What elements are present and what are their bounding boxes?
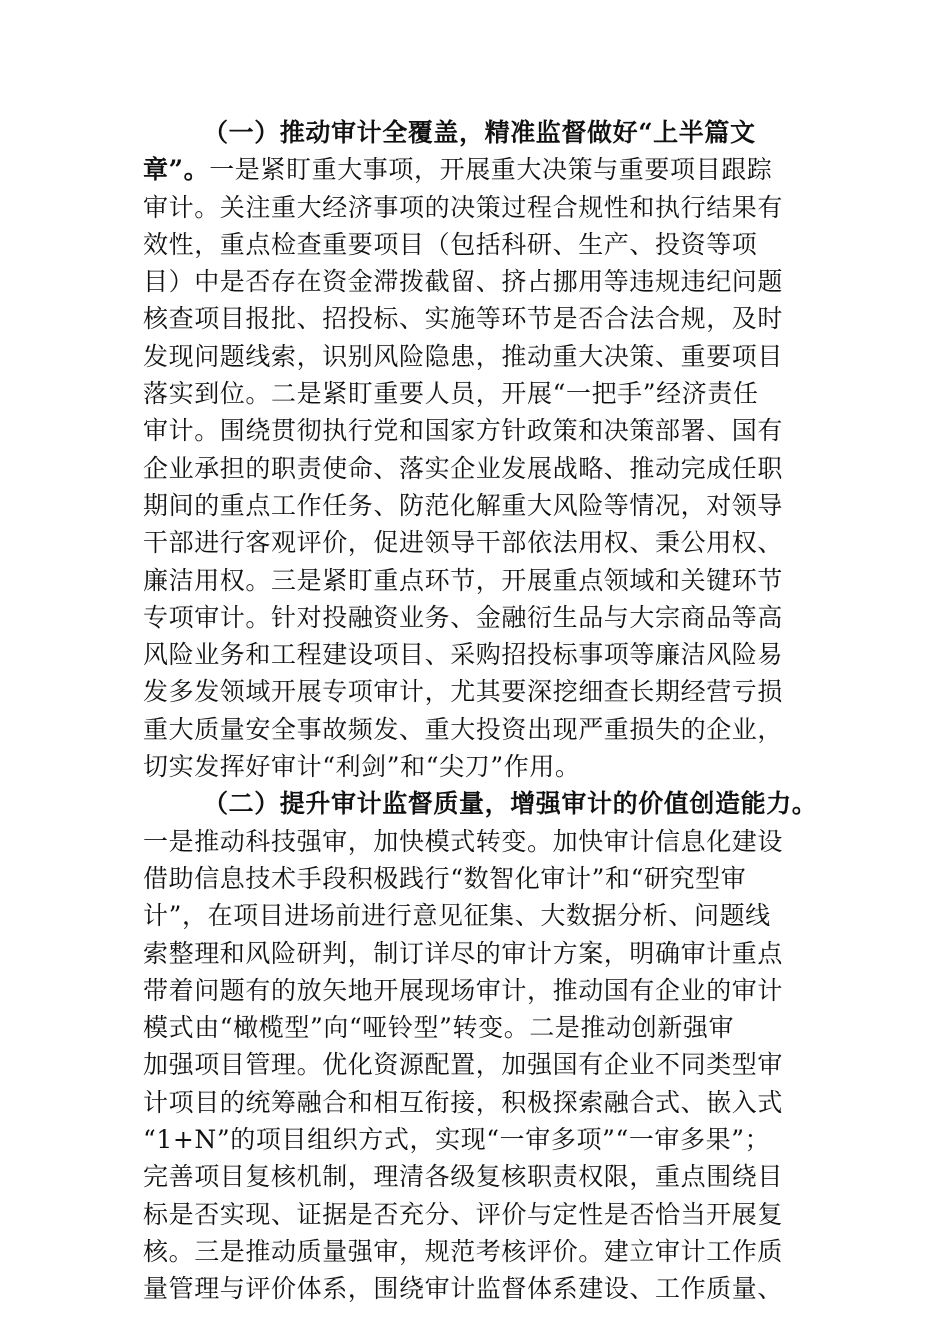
paragraph-2-line: “1+N”的项目组织方式，实现“一审多项”“一审多果”； <box>143 1125 771 1155</box>
section-heading-1: （一）推动审计全覆盖，精准监督做好“上半篇文 <box>203 118 756 147</box>
paragraph-1-line: 发多发领域开展专项审计，尤其要深挖细查长期经营亏损 <box>143 677 784 707</box>
paragraph-2-line: 索整理和风险研判，制订详尽的审计方案，明确审计重点 <box>143 938 784 968</box>
paragraph-1-line: 重大质量安全事故频发、重大投资出现严重损失的企业， <box>143 714 784 744</box>
paragraph-1-text: 一是紧盯重大事项，开展重大决策与重要项目跟踪 <box>209 155 773 185</box>
paragraph-2-line: 借助信息技术手段积极践行“数智化审计”和“研究型审 <box>143 863 747 893</box>
paragraph-2-line: 一是推动科技强审，加快模式转变。加快审计信息化建设 <box>143 826 784 856</box>
paragraph-1-line: 核查项目报批、招投标、实施等环节是否合法合规，及时 <box>143 304 784 334</box>
paragraph-1-line: 风险业务和工程建设项目、采购招投标事项等廉洁风险易 <box>143 640 784 670</box>
paragraph-1-line: 发现问题线索，识别风险隐患，推动重大决策、重要项目 <box>143 341 784 371</box>
paragraph-1-line: 廉洁用权。三是紧盯重点环节，开展重点领域和关键环节 <box>143 565 784 595</box>
paragraph-2-line: 模式由“橄榄型”向“哑铃型”转变。二是推动创新强审 <box>143 1013 735 1043</box>
paragraph-1-line: 专项审计。针对投融资业务、金融衍生品与大宗商品等高 <box>143 602 784 632</box>
paragraph-1-line: 审计。关注重大经济事项的决策过程合规性和执行结果有 <box>143 192 784 222</box>
paragraph-2-line: 量管理与评价体系，围绕审计监督体系建设、工作质量、 <box>143 1274 784 1304</box>
paragraph-2-line: 完善项目复核机制，理清各级复核职责权限，重点围绕目 <box>143 1162 784 1192</box>
section-heading-2: （二）提升审计监督质量，增强审计的价值创造能力。 <box>203 789 818 819</box>
paragraph-1-line: 审计。围绕贯彻执行党和国家方针政策和决策部署、国有 <box>143 416 784 446</box>
paragraph-1-line: 目）中是否存在资金滞拨截留、挤占挪用等违规违纪问题 <box>143 267 784 297</box>
paragraph-1-line: 企业承担的职责使命、落实企业发展战略、推动完成任职 <box>143 453 784 483</box>
paragraph-1-line: 效性，重点检查重要项目（包括科研、生产、投资等项 <box>143 229 758 259</box>
section-heading-1-cont: 章”。 <box>143 155 210 185</box>
document-body <box>143 114 818 1308</box>
paragraph-1-line: 落实到位。二是紧盯重要人员，开展“一把手”经济责任 <box>143 379 759 409</box>
paragraph-2-line: 带着问题有的放矢地开展现场审计，推动国有企业的审计 <box>143 975 784 1005</box>
paragraph-1-line: 期间的重点工作任务、防范化解重大风险等情况，对领导 <box>143 490 784 520</box>
paragraph-1-line: 切实发挥好审计“利剑”和“尖刀”作用。 <box>143 752 581 782</box>
paragraph-2-line: 加强项目管理。优化资源配置，加强国有企业不同类型审 <box>143 1050 784 1080</box>
paragraph-1-line-1 <box>143 151 813 188</box>
paragraph-1-line: 干部进行客观评价，促进领导干部依法用权、秉公用权、 <box>143 528 784 558</box>
paragraph-2-line: 计”，在项目进场前进行意见征集、大数据分析、问题线 <box>143 901 771 931</box>
paragraph-2-line: 计项目的统筹融合和相互衔接，积极探索融合式、嵌入式 <box>143 1087 784 1117</box>
paragraph-2-line: 标是否实现、证据是否充分、评价与定性是否恰当开展复 <box>143 1199 784 1229</box>
paragraph-2-line: 核。三是推动质量强审，规范考核评价。建立审计工作质 <box>143 1236 784 1266</box>
